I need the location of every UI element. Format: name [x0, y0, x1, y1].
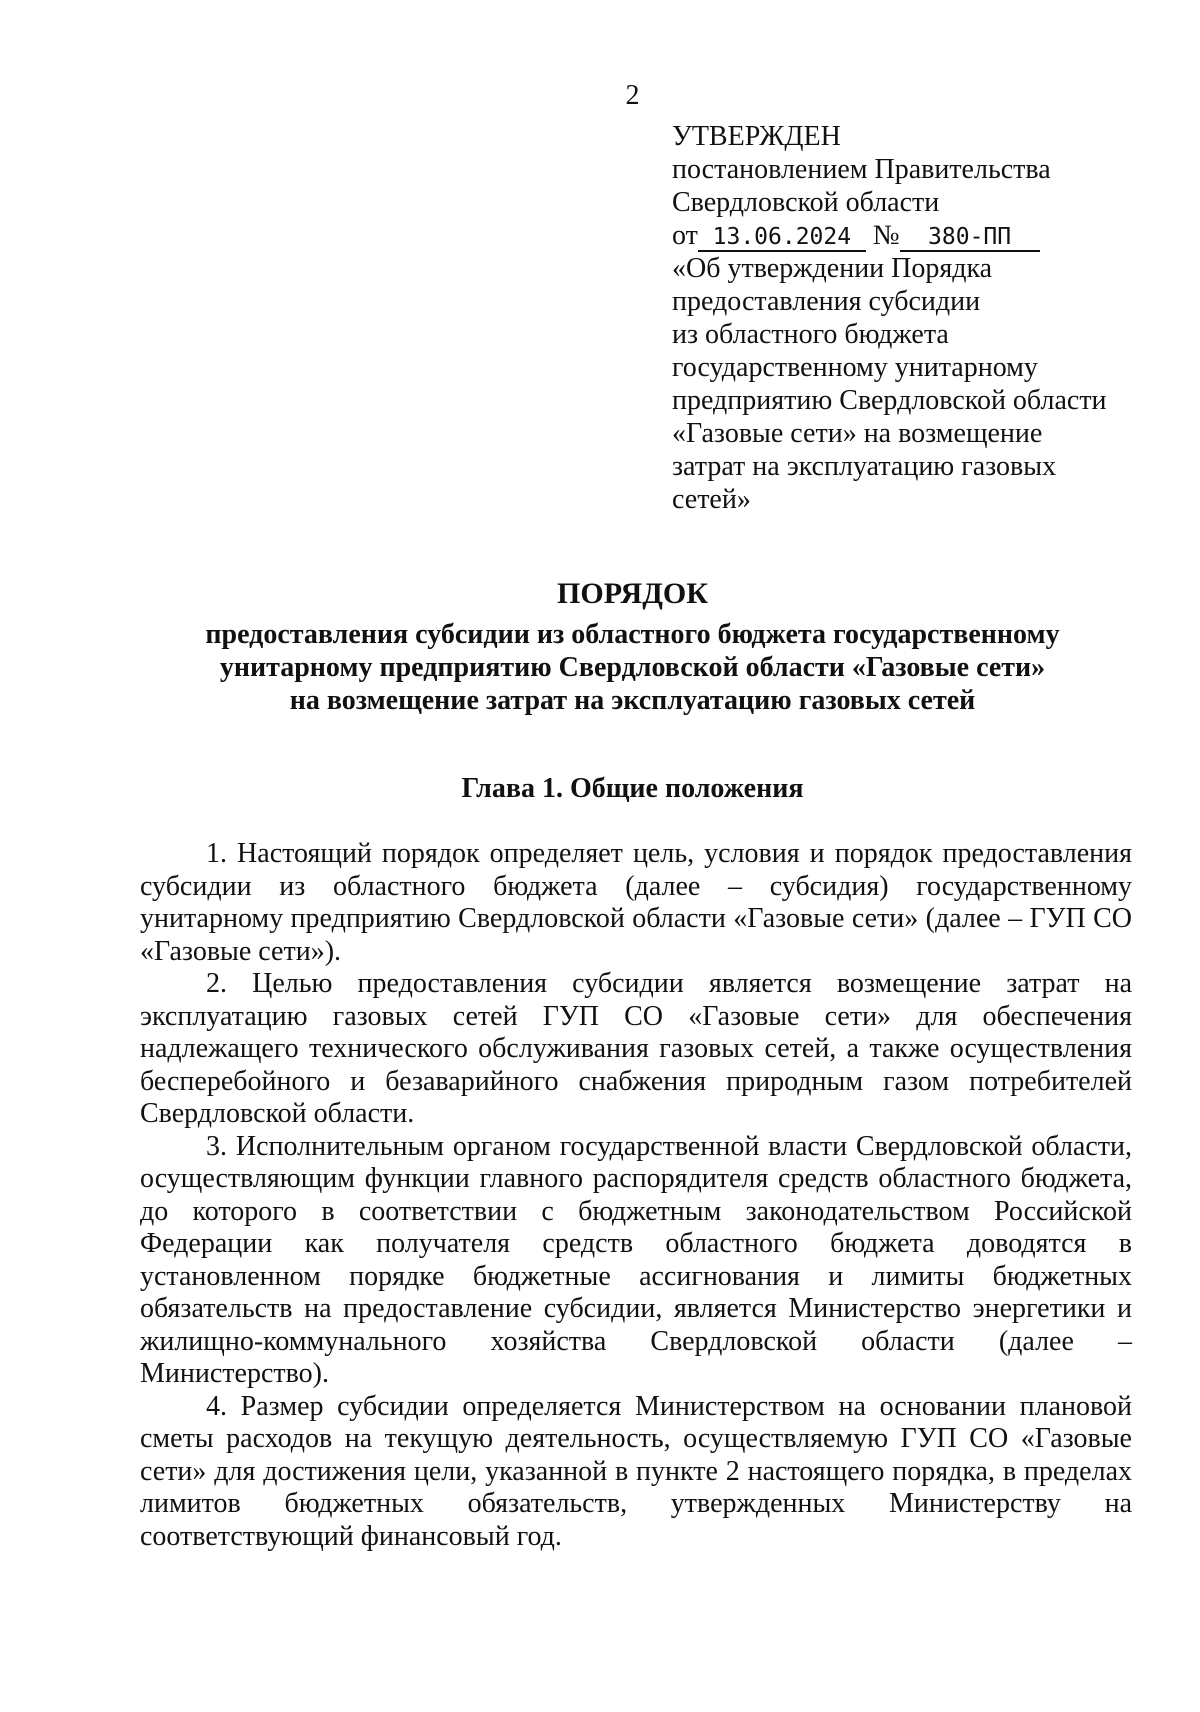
- chapter-heading: Глава 1. Общие положения: [461, 773, 804, 804]
- approval-date: 13.06.2024: [698, 224, 866, 252]
- approval-title-line: предприятию Свердловской области: [672, 385, 1107, 416]
- document-title-block: [0, 576, 1200, 717]
- date-prefix: от: [672, 220, 698, 251]
- paragraph: 4. Размер субсидии определяется Министерством на основании плановой сметы расходов на текущую деятельность, осуществляемую ГУП СО «Газовые сети» для достижения цели, указанной в пункте 2 настоящего порядка, в пределах лимитов бюджетных обязательств, утвержденных Министерству на соответствующий финансовый год.: [140, 1390, 1132, 1552]
- approval-heading: УТВЕРЖДЕН: [672, 121, 841, 152]
- approval-title-line: сетей»: [672, 484, 751, 515]
- number-prefix: №: [872, 220, 900, 251]
- approval-number: 380-ПП: [900, 224, 1040, 252]
- subtitle-line: предоставления субсидии из областного бюджета государственному: [205, 619, 1060, 650]
- paragraph: 2. Целью предоставления субсидии является возмещение затрат на эксплуатацию газовых сетей ГУП СО «Газовые сети» для обеспечения надлежащего технического обслуживания газовых сетей, а также осуществления бесперебойного и безаварийного снабжения природным газом потребителей Свердловской области.: [140, 968, 1132, 1129]
- subtitle-line: на возмещение затрат на эксплуатацию газовых сетей: [289, 685, 976, 716]
- approval-title-line: из областного бюджета: [672, 319, 949, 350]
- approval-line-2: Свердловской области: [672, 187, 940, 218]
- document-body: [140, 838, 1132, 1553]
- approval-stamp: [672, 120, 1112, 516]
- page-number: 2: [625, 80, 640, 111]
- approval-title-line: «Об утверждении Порядка: [672, 253, 993, 284]
- document-title: ПОРЯДОК: [557, 577, 708, 610]
- approval-title-line: «Газовые сети» на возмещение: [672, 418, 1043, 449]
- paragraph: 3. Исполнительным органом государственной власти Свердловской области, осуществляющим функции главного распорядителя средств областного бюджета, до которого в соответствии с бюджетным законодательством Российской Федерации как получателя средств областного бюджета доводятся в установленном порядке бюджетные ассигнования и лимиты бюджетных обязательств на предоставление субсидии, является Министерство энергетики и жилищно-коммунального хозяйства Свердловской области (далее – Министерство).: [140, 1130, 1132, 1389]
- subtitle-line: унитарному предприятию Свердловской области «Газовые сети»: [219, 652, 1046, 683]
- document-subtitle: [0, 618, 1200, 717]
- approval-date-line: [672, 219, 1112, 252]
- approval-title-line: предоставления субсидии: [672, 286, 981, 317]
- approval-title-line: затрат на эксплуатацию газовых: [672, 451, 1057, 482]
- paragraph: 1. Настоящий порядок определяет цель, условия и порядок предоставления субсидии из областного бюджета (далее – субсидия) государственному унитарному предприятию Свердловской области «Газовые сети» (далее – ГУП СО «Газовые сети»).: [140, 838, 1132, 967]
- approval-title-line: государственному унитарному: [672, 352, 1038, 383]
- approval-line-1: постановлением Правительства: [672, 154, 1051, 185]
